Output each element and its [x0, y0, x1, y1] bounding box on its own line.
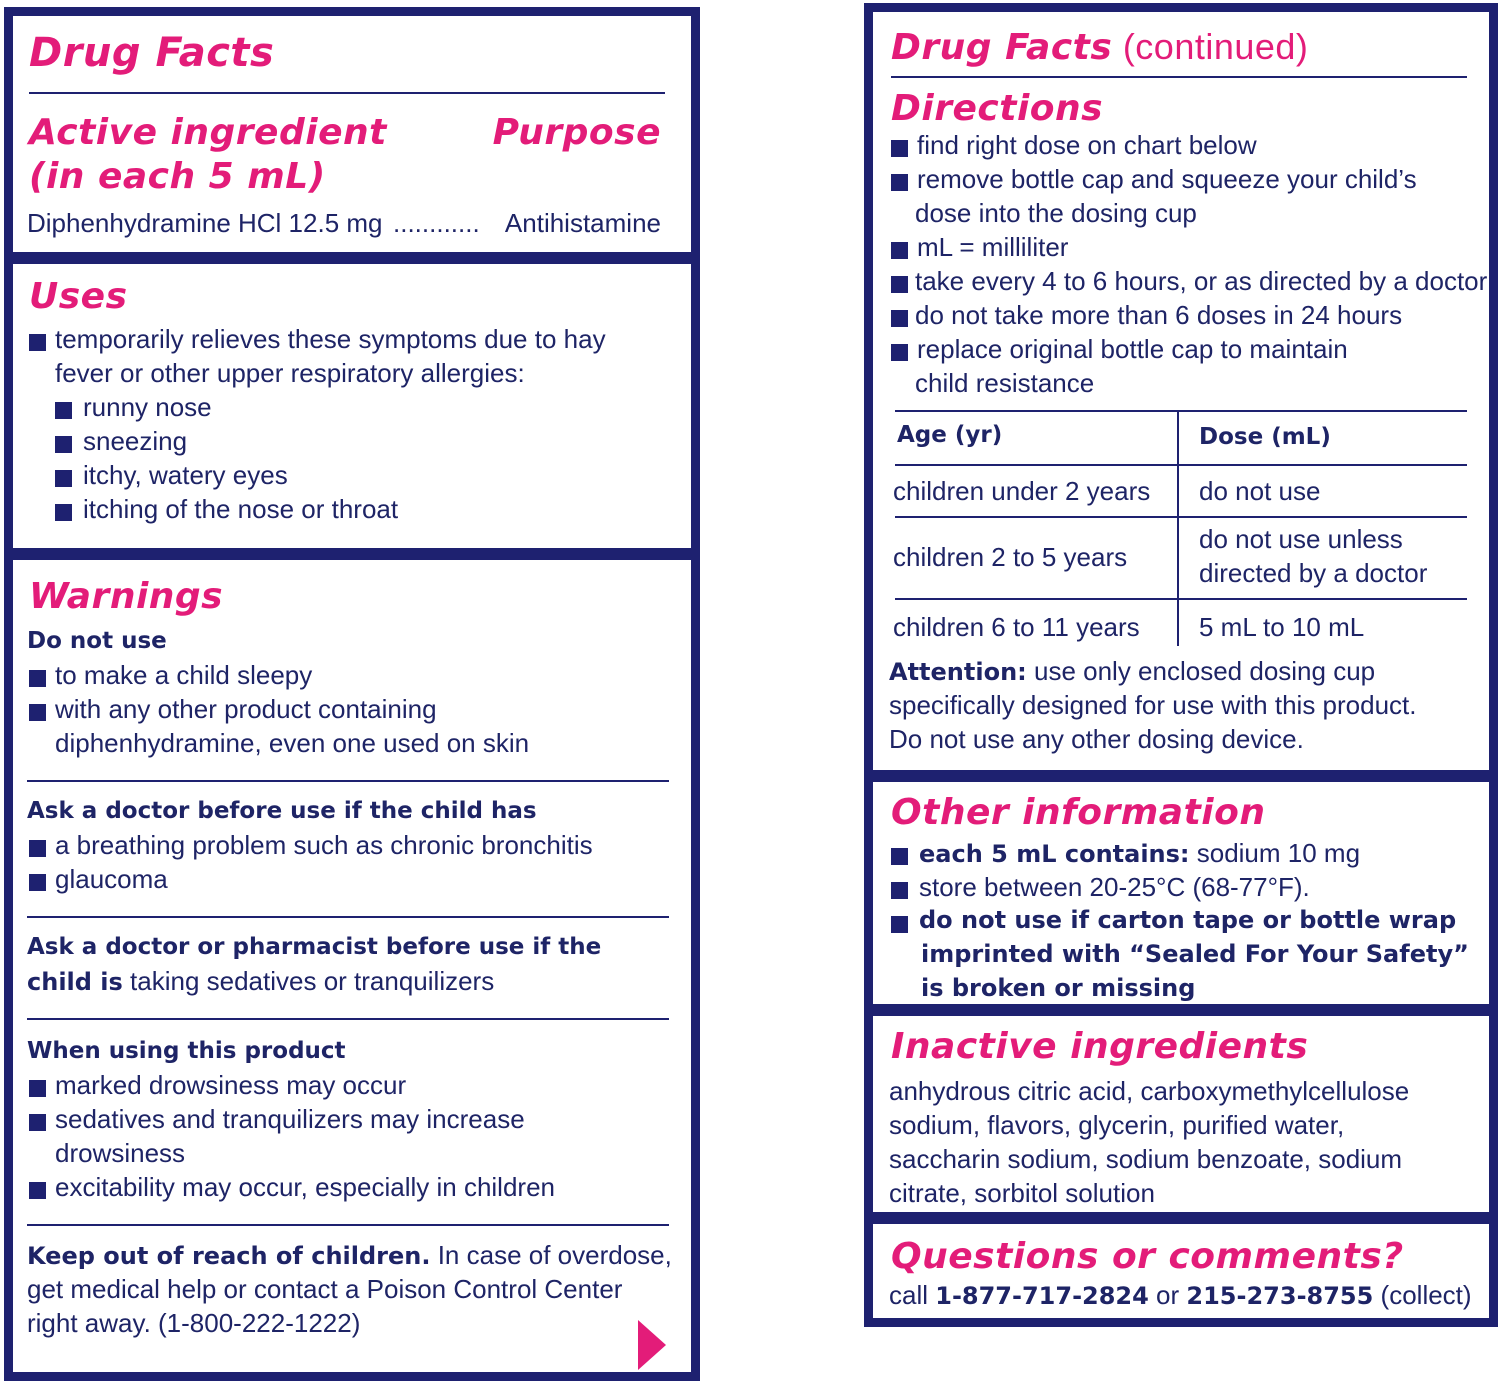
call-label: call: [889, 1280, 936, 1310]
leader-dots: ............: [393, 208, 480, 238]
active-ingredient-name: Diphenhydramine HCl 12.5 mg: [27, 208, 383, 238]
bullet-icon: [891, 276, 908, 293]
continued-label: (continued): [1112, 26, 1309, 67]
questions-heading: Questions or comments?: [891, 1236, 1404, 1277]
section-divider: [873, 770, 1489, 782]
ask-doctor-item-1: a breathing problem such as chronic bronchitis: [55, 830, 593, 860]
attention-rest: use only enclosed dosing cup: [1026, 656, 1376, 686]
do-not-use-item-2-cont: diphenhydramine, even one used on skin: [55, 728, 530, 758]
symptom-item: sneezing: [83, 426, 188, 456]
active-ingredient-subheading: (in each 5 mL): [29, 156, 326, 197]
table-cell-dose-cont: directed by a doctor: [1199, 558, 1428, 588]
section-divider: [873, 1212, 1489, 1224]
other-info-item-3-cont: imprinted with “Sealed For Your Safety”: [921, 940, 1469, 968]
do-not-use-item-1: to make a child sleepy: [55, 660, 313, 690]
bullet-icon: [29, 1114, 46, 1131]
bullet-icon: [29, 874, 46, 891]
directions-item-5: do not take more than 6 doses in 24 hours: [915, 300, 1403, 330]
ask-doctor-item-2: glaucoma: [55, 864, 168, 894]
directions-section: [873, 12, 1489, 770]
uses-line-2: fever or other upper respiratory allergies:: [55, 358, 525, 388]
table-rule: [895, 410, 1467, 412]
attention-line-3: Do not use any other dosing device.: [889, 724, 1304, 754]
symptom-item: itching of the nose or throat: [83, 494, 399, 524]
other-info-item-1-bold: each 5 mL contains:: [919, 840, 1190, 868]
directions-item-3: mL = milliliter: [917, 232, 1069, 262]
bullet-icon: [55, 436, 72, 453]
inactive-ingredients-section: [873, 1016, 1489, 1212]
bullet-icon: [29, 840, 46, 857]
inactive-line-1: anhydrous citric acid, carboxymethylcellulose: [889, 1076, 1410, 1106]
bullet-icon: [891, 848, 908, 865]
bullet-icon: [891, 140, 908, 157]
table-cell-age: children 2 to 5 years: [893, 542, 1128, 572]
section-divider: [873, 1004, 1489, 1016]
other-information-heading: Other information: [891, 792, 1266, 833]
drug-facts-title-right: Drug Facts: [891, 27, 1113, 68]
or-label: or: [1148, 1280, 1187, 1310]
bullet-icon: [29, 1080, 46, 1097]
do-not-use-item-2: with any other product containing: [55, 694, 437, 724]
section-divider: [13, 548, 691, 560]
bullet-icon: [891, 174, 908, 191]
when-using-heading: When using this product: [27, 1038, 346, 1064]
questions-section: [873, 1224, 1489, 1318]
directions-item-6-cont: child resistance: [915, 368, 1095, 398]
directions-heading: Directions: [891, 88, 1104, 129]
inactive-ingredients-heading: Inactive ingredients: [891, 1026, 1309, 1067]
section-divider: [13, 252, 691, 264]
attention-line-1: [889, 656, 1375, 687]
uses-line-1: temporarily relieves these symptoms due to hay: [55, 324, 606, 354]
other-information-section: [873, 782, 1489, 1004]
purpose-heading: Purpose: [492, 112, 661, 153]
directions-item-1: find right dose on chart below: [917, 130, 1257, 160]
bullet-icon: [55, 504, 72, 521]
uses-heading: Uses: [29, 276, 128, 317]
warnings-rule: [27, 1224, 669, 1226]
warnings-rule: [27, 916, 669, 918]
drug-facts-title: Drug Facts: [29, 30, 275, 76]
when-using-item-3: excitability may occur, especially in children: [55, 1172, 555, 1202]
uses-section: [13, 264, 691, 548]
phone-number-primary: 1-877-717-2824: [935, 1282, 1149, 1310]
other-info-item-3-cont: is broken or missing: [921, 974, 1196, 1002]
bullet-icon: [891, 310, 908, 327]
purpose-value: Antihistamine: [504, 208, 661, 238]
table-cell-dose: 5 mL to 10 mL: [1199, 612, 1365, 642]
keep-out-line-1: [27, 1240, 672, 1271]
bullet-icon: [29, 334, 46, 351]
directions-item-4: take every 4 to 6 hours, or as directed by a doctor: [915, 266, 1488, 296]
directions-item-2-cont: dose into the dosing cup: [915, 198, 1197, 228]
when-using-item-1: marked drowsiness may occur: [55, 1070, 407, 1100]
collect-label: (collect): [1373, 1280, 1472, 1310]
directions-item-6: replace original bottle cap to maintain: [917, 334, 1348, 364]
table-header-dose: Dose (mL): [1199, 424, 1331, 450]
questions-contact-line: [889, 1280, 1472, 1311]
active-ingredient-section: [13, 16, 691, 252]
attention-bold: Attention:: [889, 658, 1027, 686]
ask-pharmacist-heading: Ask a doctor or pharmacist before use if the: [27, 934, 602, 960]
bullet-icon: [55, 470, 72, 487]
table-cell-dose: do not use: [1199, 476, 1321, 506]
warnings-rule: [27, 1018, 669, 1020]
drug-facts-continued-title: [891, 26, 1308, 68]
other-info-item-1-rest: sodium 10 mg: [1189, 838, 1361, 868]
keep-out-rest: In case of overdose,: [430, 1240, 672, 1270]
bullet-icon: [29, 704, 46, 721]
directions-item-2: remove bottle cap and squeeze your child’s: [917, 164, 1417, 194]
bullet-icon: [29, 1182, 46, 1199]
inactive-line-3: saccharin sodium, sodium benzoate, sodium: [889, 1144, 1403, 1174]
continue-arrow-icon: [638, 1320, 666, 1370]
keep-out-line-2: get medical help or contact a Poison Control Center: [27, 1274, 623, 1304]
bullet-icon: [891, 916, 908, 933]
table-cell-dose: do not use unless: [1199, 524, 1403, 554]
active-ingredient-heading: Active ingredient: [29, 112, 387, 153]
other-info-item-3: do not use if carton tape or bottle wrap: [919, 906, 1457, 934]
table-rule: [895, 598, 1467, 600]
other-info-item-2: store between 20-25°C (68-77°F).: [919, 872, 1310, 902]
do-not-use-heading: Do not use: [27, 628, 167, 654]
symptom-item: itchy, watery eyes: [83, 460, 288, 490]
drug-facts-left-panel: [4, 7, 700, 1381]
bullet-icon: [55, 402, 72, 419]
phone-number-collect: 215-273-8755: [1186, 1282, 1374, 1310]
other-info-item-1: [919, 838, 1360, 869]
bullet-icon: [891, 242, 908, 259]
inactive-line-4: citrate, sorbitol solution: [889, 1178, 1155, 1208]
ask-pharmacist-rest: taking sedatives or tranquilizers: [122, 966, 495, 996]
table-column-divider: [1177, 410, 1179, 646]
keep-out-line-3: right away. (1-800-222-1222): [27, 1308, 361, 1338]
title-rule: [29, 92, 665, 94]
symptom-item: runny nose: [83, 392, 212, 422]
table-header-age: Age (yr): [897, 422, 1003, 448]
attention-line-2: specifically designed for use with this product.: [889, 690, 1417, 720]
when-using-item-2: sedatives and tranquilizers may increase: [55, 1104, 525, 1134]
when-using-item-2-cont: drowsiness: [55, 1138, 186, 1168]
ask-pharmacist-bold: child is: [27, 968, 123, 996]
table-rule: [895, 516, 1467, 518]
title-rule: [891, 76, 1467, 78]
warnings-heading: Warnings: [29, 576, 224, 617]
warnings-rule: [27, 780, 669, 782]
ask-doctor-heading: Ask a doctor before use if the child has: [27, 798, 537, 824]
bullet-icon: [29, 670, 46, 687]
bullet-icon: [891, 344, 908, 361]
drug-facts-right-panel: [864, 3, 1498, 1327]
ask-pharmacist-line-2: [27, 966, 494, 997]
table-cell-age: children under 2 years: [893, 476, 1151, 506]
table-rule: [895, 464, 1467, 466]
inactive-line-2: sodium, flavors, glycerin, purified water,: [889, 1110, 1345, 1140]
warnings-section: [13, 560, 691, 1372]
table-cell-age: children 6 to 11 years: [893, 612, 1140, 642]
keep-out-bold: Keep out of reach of children.: [27, 1242, 431, 1270]
bullet-icon: [891, 882, 908, 899]
